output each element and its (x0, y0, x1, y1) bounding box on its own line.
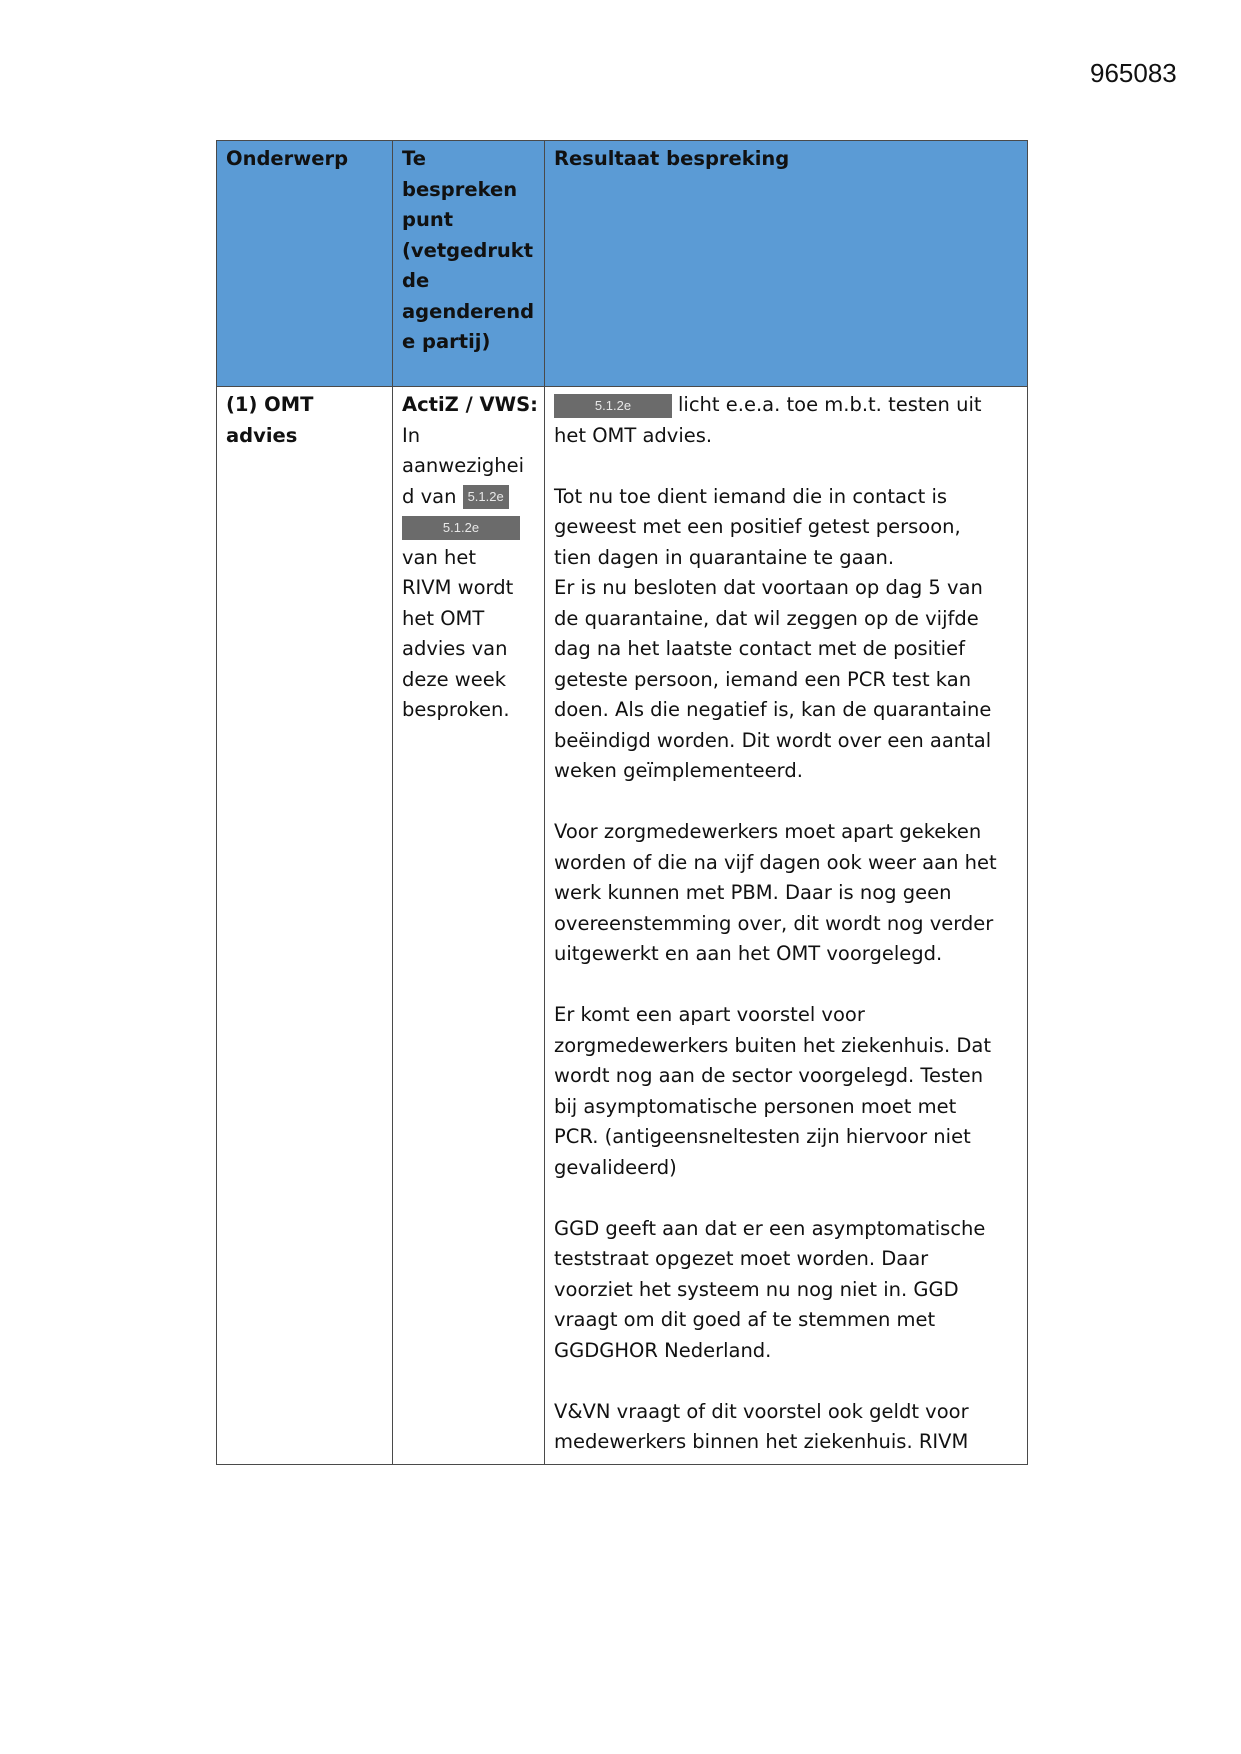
agenda-party: ActiZ / VWS: (402, 393, 538, 416)
redaction-block: 5.1.2e (554, 394, 672, 418)
redaction-block: 5.1.2e (463, 485, 509, 509)
table-header-row (217, 141, 1028, 387)
header-te-bespreken-punt: Te bespreken punt (vetgedrukt de agenderend e partij) (393, 141, 545, 387)
agenda-text-line: het OMT (402, 606, 485, 630)
agenda-text-line: van het (402, 545, 477, 569)
result-paragraph-3: Voor zorgmedewerkers moet apart gekeken worden of die na vijf dagen ook weer aan het werk kunnen met PBM. Daar is nog geen overeenstemming over, dit wordt nog verder uitgewerkt en aan het OMT voorgelegd. (554, 820, 997, 965)
agenda-text-line (402, 512, 535, 543)
redaction-block: 5.1.2e (402, 516, 520, 540)
cell-subject (217, 387, 393, 1465)
agenda-text-line: d van 5.1.2e (402, 482, 535, 513)
agenda-text-line: besproken. (402, 698, 510, 721)
agenda-text-line: deze week (402, 667, 507, 691)
agenda-text-line: RIVM wordt (402, 576, 514, 599)
header-onderwerp: Onderwerp (217, 141, 393, 387)
result-paragraph-4: Er komt een apart voorstel voor zorgmedewerkers buiten het ziekenhuis. Dat wordt nog aan de sector voorgelegd. Testen bij asymptomatische personen moet met PCR. (antigeensneltesten zijn hiervoor niet gevalideerd) (554, 1003, 991, 1179)
minutes-table (216, 140, 1028, 1465)
agenda-text-line: aanwezighei (402, 454, 525, 477)
result-paragraph-5: GGD geeft aan dat er een asymptomatische teststraat opgezet moet worden. Daar voorziet het systeem nu nog niet in. GGD vraagt om dit goed af te stemmen met GGDGHOR Nederland. (554, 1216, 986, 1362)
header-resultaat-bespreking: Resultaat bespreking (545, 141, 1028, 387)
cell-agenda-item (393, 387, 545, 1465)
agenda-text-line: In (402, 423, 421, 447)
document-number: 965083 (1090, 58, 1177, 88)
subject-label: (1) OMT advies (226, 393, 314, 447)
cell-result (545, 387, 1028, 1465)
result-paragraph-6: V&VN vraagt of dit voorstel ook geldt voor medewerkers binnen het ziekenhuis. RIVM (554, 1399, 969, 1453)
agenda-text-line: advies van (402, 637, 508, 660)
result-paragraph-1: 5.1.2e licht e.e.a. toe m.b.t. testen uit het OMT advies. (554, 393, 982, 447)
result-paragraph-2: Tot nu toe dient iemand die in contact is geweest met een positief getest persoon, tien dagen in quarantaine te gaan. Er is nu besloten dat voortaan op dag 5 van de quarantaine, dat wil zeggen op de vijfde dag na het laatste contact met de positief geteste persoon, iemand een PCR test kan doen. Als die negatief is, kan de quarantaine beëindigd worden. Dit wordt over een aantal weken geïmplementeerd. (554, 484, 992, 782)
table-row (217, 387, 1028, 1465)
